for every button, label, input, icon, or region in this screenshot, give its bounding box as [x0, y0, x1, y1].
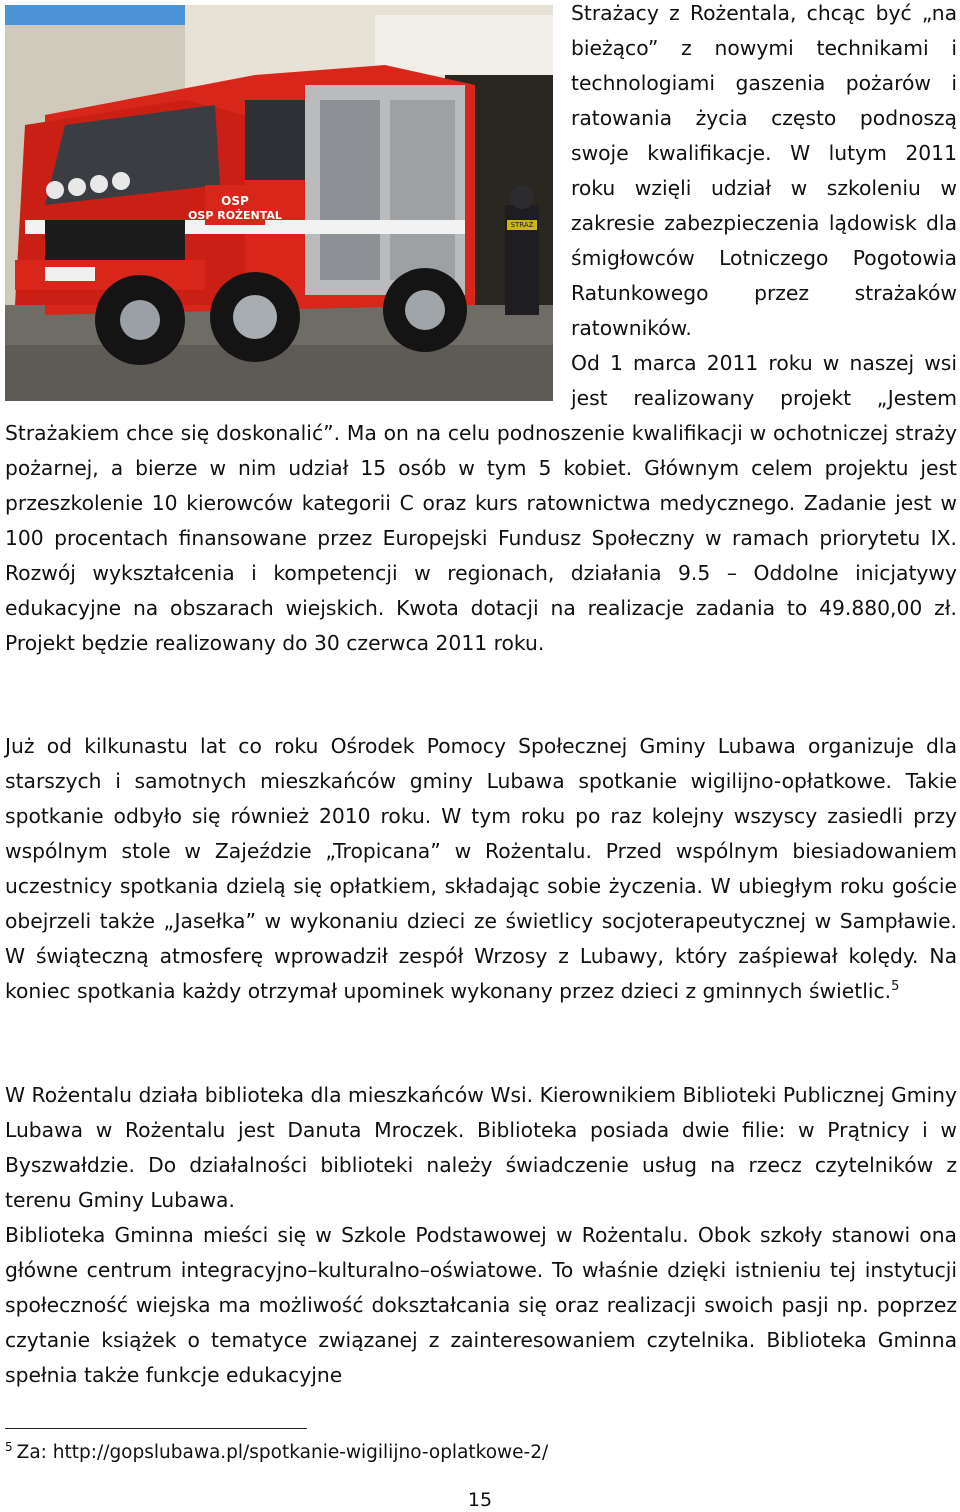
- page-number: 15: [467, 1489, 493, 1511]
- paragraph-library-a: W Rożentalu działa biblioteka dla mieszkańców Wsi. Kierownikiem Biblioteki Publicznej Gminy Lubawa w Rożentalu jest Danuta Mroczek. Biblioteka posiada dwie filie: w Prątnicy i w Byszwałdzie. Do działalności biblioteki należy świadczenie usług na rzecz czytelników z terenu Gminy Lubawa.: [5, 1083, 957, 1212]
- paragraph-firefighters-float: Strażacy z Rożentala, chcąc być „na bieżąco” z nowymi technikami i technologiami gaszenia pożarów i ratowania życia często podnoszą swoje kwalifikacje. W lutym 2011 roku wzięli udział w szkoleniu w zakresie zabezpieczenia lądowisk dla śmigłowców Lotniczego Pogotowia Ratunkowego przez strażaków ratowników.: [571, 1, 957, 340]
- paragraph-christmas-text: Już od kilkunastu lat co roku Ośrodek Pomocy Społecznej Gminy Lubawa organizuje dla starszych i samotnych mieszkańców gminy Lubawa spotkanie wigilijno-opłatkowe. Takie spotkanie odbyło się również 2010 roku. W tym roku po raz kolejny wszyscy zasiedli przy wspólnym stole w Zajeździe „Tropicana” w Rożentalu. Przed wspólnym biesiadowaniem uczestnicy spotkania dzielą się opłatkiem, składając sobie życzenia. W ubiegłym roku goście obejrzeli także „Jasełka” w wykonaniu dzieci ze świetlicy socjoterapeutycznej w Sampławie. W świąteczną atmosferę wprowadził zespół Wrzosy z Lubawy, który zaśpiewał kolędy. Na koniec spotkania każdy otrzymał upominek wykonany przez dzieci z gminnych świetlic.: [5, 734, 957, 1003]
- paragraph-christmas-meeting: [5, 729, 957, 1009]
- footnote: [5, 1441, 548, 1465]
- paragraph-library: [5, 1078, 957, 1393]
- footnote-separator: [5, 1428, 307, 1429]
- truck-label: OSP ROŻENTAL: [188, 209, 282, 222]
- svg-text:OSP: OSP: [221, 194, 249, 208]
- door-label: STRAŻ: [510, 221, 534, 229]
- footnote-ref: 5: [891, 979, 900, 995]
- photo-wrap-spacer: [5, 0, 571, 414]
- paragraph-firefighters: [5, 0, 957, 661]
- footnote-number: 5: [5, 1439, 13, 1454]
- footnote-text: Za: http://gopslubawa.pl/spotkanie-wigilijno-oplatkowe-2/: [16, 1442, 549, 1463]
- paragraph-project: Od 1 marca 2011 roku w naszej wsi jest realizowany projekt „Jestem Strażakiem chce się doskonalić”. Ma on na celu podnoszenie kwalifikacji w ochotniczej straży pożarnej, a bierze w nim udział 15 osób w tym 5 kobiet. Głównym celem projektu jest przeszkolenie 10 kierowców kategorii C oraz kurs ratownictwa medycznego. Zadanie jest w 100 procentach finansowane przez Europejski Fundusz Społeczny w ramach priorytetu IX. Rozwój wykształcenia i kompetencji w regionach, działania 9.5 – Oddolne inicjatywy edukacyjne na obszarach wiejskich. Kwota dotacji na realizacje zadania to 49.880,00 zł. Projekt będzie realizowany do 30 czerwca 2011 roku.: [5, 351, 957, 655]
- paragraph-library-b: Biblioteka Gminna mieści się w Szkole Podstawowej w Rożentalu. Obok szkoły stanowi ona główne centrum integracyjno–kulturalno–oświatowe. To właśnie dzięki istnieniu tej instytucji społeczność wiejska ma możliwość dokształcania się oraz realizacji swoich pasji np. poprzez czytanie książek o tematyce związanej z zainteresowaniem czytelnika. Biblioteka Gminna spełnia także funkcje edukacyjne: [5, 1223, 957, 1387]
